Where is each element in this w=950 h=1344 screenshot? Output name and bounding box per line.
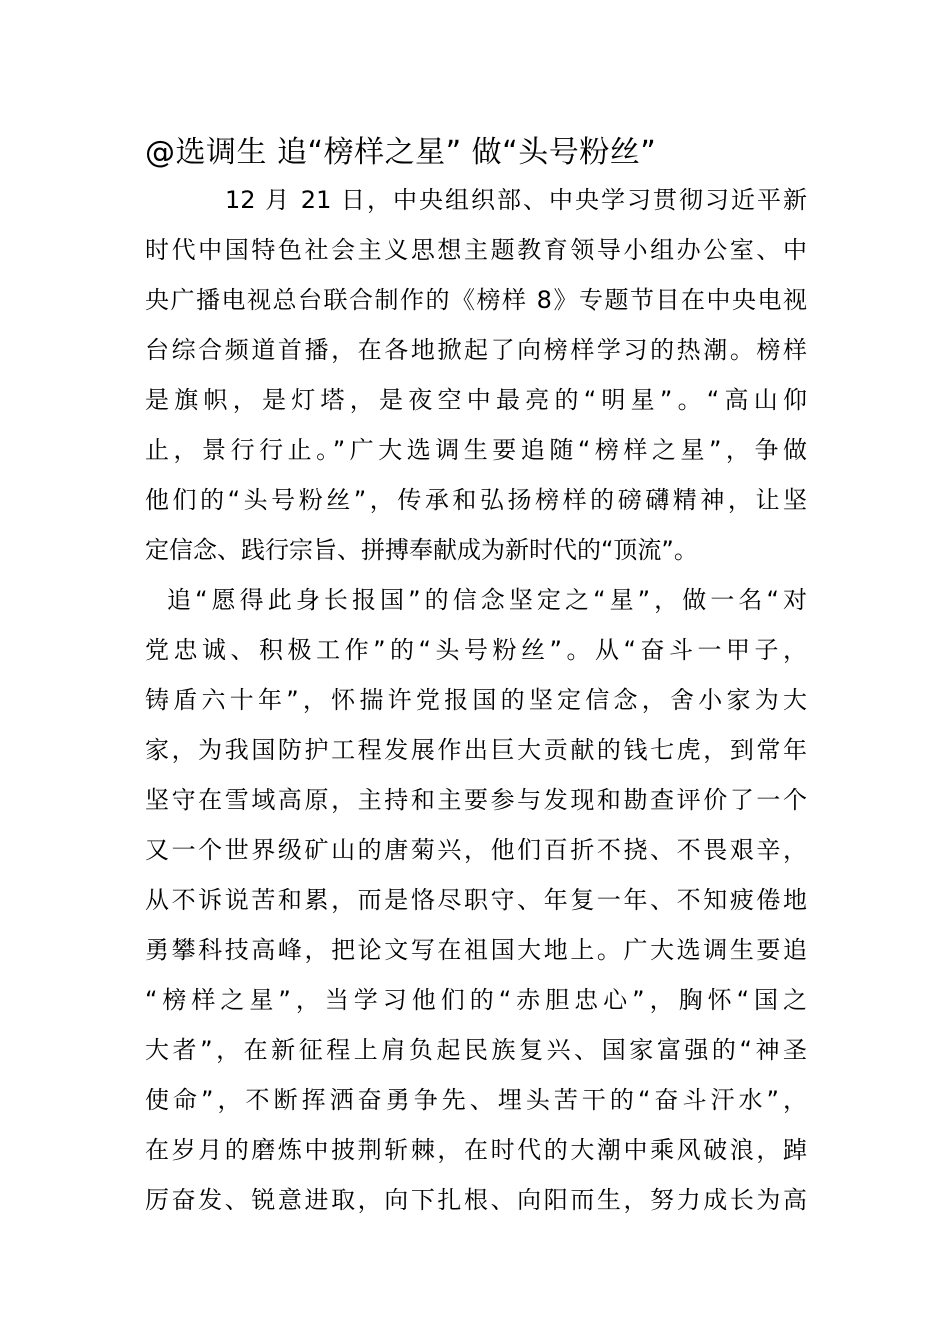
document-title: @选调生 追“榜样之星” 做“头号粉丝” bbox=[145, 135, 657, 170]
paragraph-1-line-2: 时代中国特色社会主义思想主题教育领导小组办公室、中 bbox=[145, 236, 807, 264]
paragraph-2-line-5: 坚守在雪域高原，主持和主要参与发现和勘查评价了一个 bbox=[145, 786, 807, 814]
paragraph-2-line-9: “榜样之星”，当学习他们的“赤胆忠心”，胸怀“国之 bbox=[145, 986, 807, 1014]
paragraph-1-line-6: 止，景行行止。”广大选调生要追随“榜样之星”，争做 bbox=[145, 436, 807, 464]
paragraph-1-line-5: 是旗帜，是灯塔，是夜空中最亮的“明星”。“高山仰 bbox=[145, 386, 807, 414]
paragraph-2-line-4: 家，为我国防护工程发展作出巨大贡献的钱七虎，到常年 bbox=[145, 736, 807, 764]
paragraph-2-line-6: 又一个世界级矿山的唐菊兴，他们百折不挠、不畏艰辛， bbox=[145, 836, 807, 864]
paragraph-1-line-8: 定信念、践行宗旨、拼搏奉献成为新时代的“顶流”。 bbox=[145, 536, 698, 564]
paragraph-1-line-3: 央广播电视总台联合制作的《榜样 8》专题节目在中央电视 bbox=[145, 286, 807, 314]
paragraph-2-line-10: 大者”，在新征程上肩负起民族复兴、国家富强的“神圣 bbox=[145, 1036, 807, 1064]
paragraph-2-line-11: 使命”，不断挥洒奋勇争先、埋头苦干的“奋斗汗水”， bbox=[145, 1086, 807, 1114]
paragraph-2-line-1: 追“愿得此身长报国”的信念坚定之“星”，做一名“对 bbox=[167, 586, 807, 614]
paragraph-2-line-2: 党忠诚、积极工作”的“头号粉丝”。从“奋斗一甲子， bbox=[145, 636, 807, 664]
paragraph-2-line-13: 厉奋发、锐意进取，向下扎根、向阳而生，努力成长为高 bbox=[145, 1186, 807, 1214]
paragraph-1-line-4: 台综合频道首播，在各地掀起了向榜样学习的热潮。榜样 bbox=[145, 336, 807, 364]
paragraph-1-line-7: 他们的“头号粉丝”，传承和弘扬榜样的磅礴精神，让坚 bbox=[145, 486, 807, 514]
paragraph-2-line-8: 勇攀科技高峰，把论文写在祖国大地上。广大选调生要追 bbox=[145, 936, 807, 964]
paragraph-1-line-1: 12 月 21 日，中央组织部、中央学习贯彻习近平新 bbox=[225, 186, 807, 214]
paragraph-2-line-7: 从不诉说苦和累，而是恪尽职守、年复一年、不知疲倦地 bbox=[145, 886, 807, 914]
paragraph-2-line-3: 铸盾六十年”，怀揣许党报国的坚定信念，舍小家为大 bbox=[145, 686, 807, 714]
paragraph-2-line-12: 在岁月的磨炼中披荆斩棘，在时代的大潮中乘风破浪，踔 bbox=[145, 1136, 807, 1164]
